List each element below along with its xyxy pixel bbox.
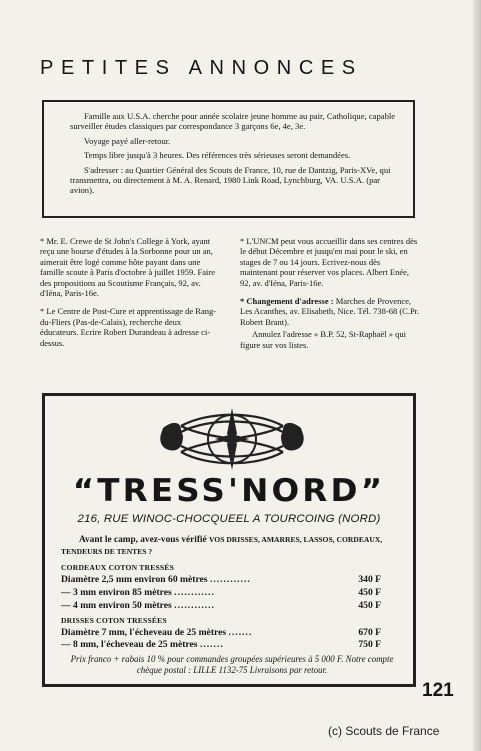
ad-heading: * Changement d'adresse : (240, 296, 334, 307)
intro-question: Avant le camp, avez-vous vérifié (79, 535, 209, 545)
page-number: 121 (422, 680, 454, 701)
row-label: Diamètre 7 mm, l'écheveau de 25 mètres (61, 627, 227, 638)
price-row (61, 639, 381, 650)
row-price: 450 F (358, 600, 381, 611)
price-row (61, 574, 381, 585)
row-price: 750 F (358, 639, 381, 650)
classified-ad-address-change (240, 296, 420, 327)
tressnord-advert (42, 393, 416, 687)
brand-name: “TRESS'NORD” (72, 473, 386, 509)
row-dots: ............ (174, 587, 215, 598)
row-label: — 3 mm environ 85 mètres (61, 587, 172, 598)
row-label: Diamètre 2,5 mm environ 60 mètres (61, 574, 208, 585)
left-column (40, 236, 220, 356)
price-row (61, 587, 381, 598)
section-heading: DRISSES COTON TRESSÉES (61, 616, 167, 625)
advert-footer: Prix franco + rabais 10 % pour commandes groupées supérieures à 5 000 F. Notre compte chèque postal : LILLE 1132-75 Livraisons par retour. (70, 654, 394, 675)
featured-ad-box (42, 100, 415, 218)
row-label: — 4 mm environ 50 mètres (61, 600, 172, 611)
page-title: PETITES ANNONCES (40, 57, 363, 79)
classified-ad: * L'UNCM peut vous accueillir dans ses centres dès le début Décembre et jusqu'en mai pour le ski, en stages de 7 ou 14 jours. Ecrivez-nous dès maintenant pour réserver vos places. Albert Enée, 92, av. d'Iéna, Paris-16e. (240, 236, 418, 288)
row-dots: ............ (209, 574, 251, 585)
company-address: 216, RUE WINOC-CHOCQUEEL A TOURCOING (NORD) (77, 513, 381, 525)
row-dots: ....... (228, 627, 253, 638)
row-price: 450 F (358, 587, 381, 598)
page-edge (473, 0, 481, 751)
featured-ad-paragraph: Voyage payé aller-retour. (84, 135, 171, 146)
featured-ad-paragraph: Famille aux U.S.A. cherche pour année scolaire jeune homme au pair, Catholique, capable surveiller études classiques par correspondance 3 garçons 6e, 4e, 3e. (70, 111, 396, 132)
row-dots: ....... (199, 639, 224, 650)
section-heading: CORDEAUX COTON TRESSÉS (61, 563, 174, 572)
intro-items: VOS DRISSES, AMARRES, LASSOS, CORDEAUX, TENDEURS DE TENTES ? (61, 535, 383, 556)
copyright-watermark: (c) Scouts de France (328, 724, 440, 738)
classified-ad: * Le Centre de Post-Cure et apprentissage de Rang-du-Fliers (Pas-de-Calais), recherche deux éducateurs. Ecrire Robert Durandeau à adresse ci-dessus. (40, 306, 217, 348)
row-label: — 8 mm, l'écheveau de 25 mètres (61, 639, 198, 650)
classified-ad: * Mr. E. Crewe de St John's College à York, ayant reçu une bourse d'études à la Sorbonne pour un an, aimerait être logé comme hôte payant dans une famille scoute à Paris d'octobre à juillet 1959. Faire des propositions au Scoutisme Français, 92, av. d'Iéna, Paris-16e. (40, 236, 216, 299)
advert-intro (61, 534, 401, 558)
right-column (240, 236, 420, 358)
row-price: 670 F (358, 627, 381, 638)
featured-ad-paragraph: S'adresser : au Quartier Général des Scouts de France, 10, rue de Dantzig, Paris-XVe, qui transmettra, ou directement à M. A. Renard, 1980 Link Road, Lynchburg, VA. U.S.A. (par avion). (70, 164, 391, 196)
ad-body: Marches de Provence, Les Acanthes, av. Elisabeth, Nice. Tél. 738-68 (C.Pr. Robert Brant). (240, 296, 420, 327)
price-row (61, 627, 381, 638)
classified-ad-note: Annulez l'adresse « B.P. 52, St-Raphaël » qui figure sur vos listes. (240, 329, 407, 350)
row-dots: ............ (174, 600, 215, 611)
price-row (61, 600, 381, 611)
row-price: 340 F (358, 574, 381, 585)
braided-rope-logo (153, 406, 311, 472)
featured-ad-paragraph: Temps libre jusqu'à 3 heures. Des références très sérieuses seront demandées. (84, 150, 351, 161)
